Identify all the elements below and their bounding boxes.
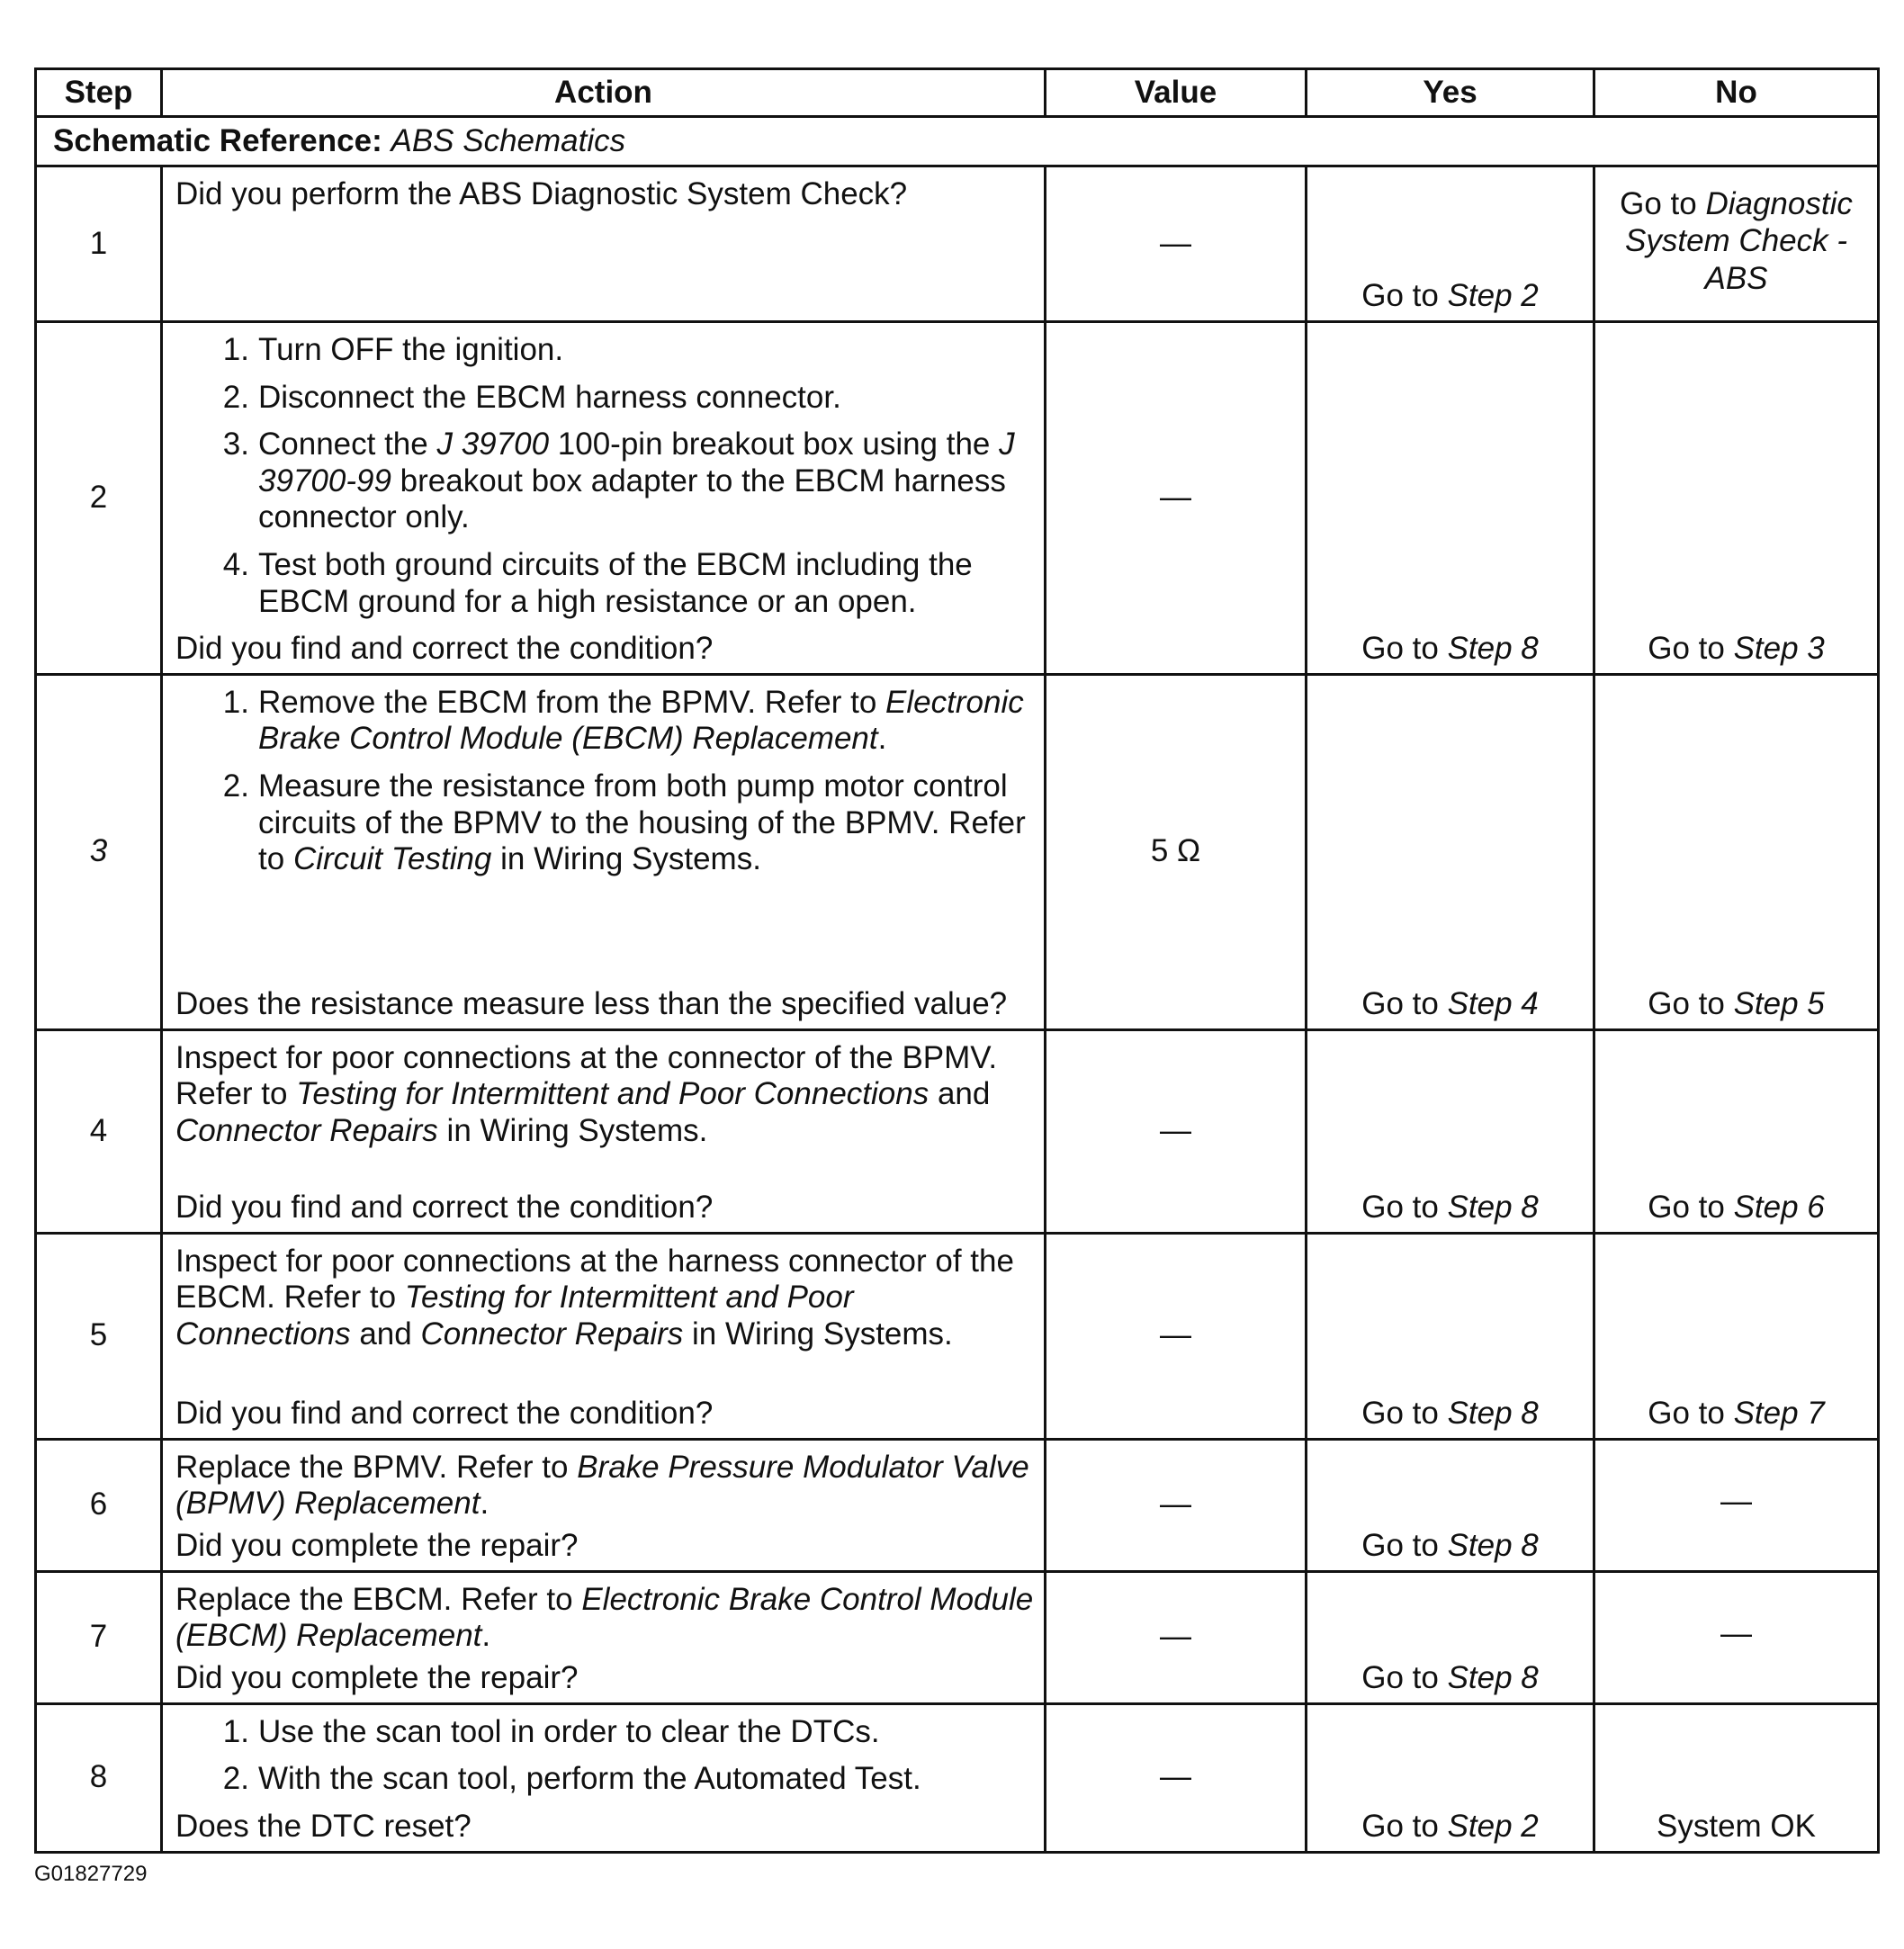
step-number: 2 [36, 322, 162, 675]
text-run: Inspect for poor connections at the connector of the BPMV. Refer to [175, 1039, 998, 1112]
doc-link[interactable]: Connector Repairs [420, 1316, 684, 1352]
yes-prefix: Go to [1361, 1660, 1439, 1696]
text-run: Connect the [258, 427, 428, 463]
value-cell: — [1046, 322, 1307, 675]
text-run: 100-pin breakout box using the [557, 427, 991, 463]
list-item [175, 768, 1035, 878]
no-cell [1594, 322, 1879, 675]
header-step: Step [36, 69, 162, 117]
value-cell: — [1046, 1439, 1307, 1571]
value-cell: — [1046, 1029, 1307, 1233]
yes-link[interactable]: Step 4 [1447, 986, 1539, 1022]
no-link[interactable]: Step 5 [1733, 986, 1825, 1022]
step-number: 6 [36, 1439, 162, 1571]
yes-cell [1307, 1703, 1594, 1852]
text-run: in Wiring Systems. [500, 841, 761, 877]
action-question: Does the DTC reset? [175, 1808, 472, 1844]
yes-cell [1307, 674, 1594, 1029]
table-row [36, 322, 1879, 675]
tool-ref: J 39700 [436, 427, 550, 463]
no-prefix: Go to [1648, 631, 1725, 667]
table-row [36, 1703, 1879, 1852]
item-number: 2. [222, 379, 249, 415]
doc-link[interactable]: Electronic Brake Control Module (EBCM) Replacement [175, 1581, 1034, 1654]
schematic-reference [36, 117, 1879, 166]
no-prefix: Go to [1648, 986, 1725, 1022]
doc-link[interactable]: Testing for Intermittent and Poor Connections [175, 1280, 854, 1352]
step-number: 5 [36, 1233, 162, 1439]
item-text [258, 685, 1035, 758]
yes-link[interactable]: Step 8 [1447, 1190, 1539, 1226]
no-link[interactable]: Diagnostic System Check - ABS [1625, 186, 1853, 296]
tool-ref: J 39700-99 [258, 427, 1015, 498]
item-number: 1. [222, 1713, 249, 1749]
list-item [175, 1761, 1035, 1798]
yes-link[interactable]: Step 8 [1447, 631, 1539, 667]
header-row [36, 69, 1879, 117]
value-cell: — [1046, 1571, 1307, 1703]
action-question: Did you complete the repair? [175, 1528, 579, 1564]
action-text [175, 1244, 1035, 1396]
yes-prefix: Go to [1361, 1396, 1439, 1432]
list-item [175, 332, 1035, 369]
table-row [36, 1029, 1879, 1233]
action-text [175, 1450, 1035, 1528]
action-steps [175, 332, 1035, 631]
action-steps [175, 1714, 1035, 1809]
list-item [175, 685, 1035, 758]
action-text [175, 1040, 1035, 1190]
header-action: Action [162, 69, 1046, 117]
no-prefix: Go to [1648, 1396, 1725, 1432]
no-cell [1594, 166, 1879, 322]
list-item [175, 427, 1035, 536]
header-value: Value [1046, 69, 1307, 117]
doc-link[interactable]: Electronic Brake Control Module (EBCM) Replacement [258, 684, 1024, 757]
table-row [36, 1439, 1879, 1571]
step-number: 3 [36, 674, 162, 1029]
action-cell [162, 1233, 1046, 1439]
yes-link[interactable]: Step 8 [1447, 1396, 1539, 1432]
action-question: Did you find and correct the condition? [175, 1190, 714, 1226]
yes-link[interactable]: Step 8 [1447, 1660, 1539, 1696]
text-run: breakout box adapter to the EBCM harness connector only. [258, 463, 1006, 535]
action-question: Did you find and correct the condition? [175, 631, 714, 667]
action-cell [162, 674, 1046, 1029]
text-run: . [481, 1618, 491, 1654]
action-cell [162, 1439, 1046, 1571]
item-text: Turn OFF the ignition. [258, 332, 564, 367]
action-cell [162, 166, 1046, 322]
item-text [258, 427, 1035, 536]
no-prefix: Go to [1648, 1190, 1725, 1226]
no-prefix: Go to [1620, 186, 1697, 222]
schematic-reference-row [36, 117, 1879, 166]
item-text: Use the scan tool in order to clear the DTCs. [258, 1713, 880, 1749]
step-number: 8 [36, 1703, 162, 1852]
reference-link[interactable]: ABS Schematics [391, 122, 626, 158]
item-text: With the scan tool, perform the Automated Test. [258, 1761, 921, 1797]
list-item [175, 380, 1035, 417]
action-question: Did you complete the repair? [175, 1660, 579, 1696]
no-link[interactable]: Step 3 [1733, 631, 1825, 667]
yes-cell [1307, 1029, 1594, 1233]
action-question: Did you find and correct the condition? [175, 1396, 714, 1432]
no-cell [1594, 1233, 1879, 1439]
doc-link[interactable]: Circuit Testing [292, 841, 492, 877]
text-run: in Wiring Systems. [692, 1316, 953, 1352]
yes-cell [1307, 1439, 1594, 1571]
text-run: Replace the EBCM. Refer to [175, 1581, 573, 1617]
action-cell [162, 1703, 1046, 1852]
table-row [36, 1233, 1879, 1439]
no-cell [1594, 1029, 1879, 1233]
value-cell: — [1046, 1233, 1307, 1439]
yes-prefix: Go to [1361, 1808, 1439, 1844]
doc-link[interactable]: Brake Pressure Modulator Valve (BPMV) Replacement [175, 1449, 1029, 1522]
yes-prefix: Go to [1361, 1190, 1439, 1226]
action-cell [162, 1029, 1046, 1233]
step-number: 1 [36, 166, 162, 322]
doc-link[interactable]: Connector Repairs [175, 1112, 438, 1148]
table-row [36, 166, 1879, 322]
item-number: 3. [222, 427, 249, 463]
yes-cell [1307, 166, 1594, 322]
item-text [258, 768, 1035, 878]
header-yes: Yes [1307, 69, 1594, 117]
table-row [36, 1571, 1879, 1703]
text-run: Remove the EBCM from the BPMV. Refer to [258, 684, 877, 720]
item-number: 2. [222, 768, 249, 804]
text-run: Inspect for poor connections at the harness connector of the EBCM. Refer to [175, 1243, 1014, 1316]
list-item [175, 1714, 1035, 1751]
header-no: No [1594, 69, 1879, 117]
yes-cell [1307, 322, 1594, 675]
item-text: Test both ground circuits of the EBCM including the EBCM ground for a high resistance or an open. [258, 546, 973, 619]
item-number: 1. [222, 332, 249, 367]
no-link[interactable]: Step 6 [1733, 1190, 1825, 1226]
step-number: 7 [36, 1571, 162, 1703]
text-run: Replace the BPMV. Refer to [175, 1449, 569, 1485]
text-run: and [937, 1076, 991, 1112]
diagnostic-table [34, 67, 1880, 1854]
value-cell: — [1046, 166, 1307, 322]
text-run: Measure the resistance from both pump motor control circuits of the BPMV to the housing of the BPMV. Refer to [258, 768, 1026, 877]
no-cell: — [1594, 1571, 1879, 1703]
action-question: Does the resistance measure less than the specified value? [175, 986, 1008, 1022]
text-run: . [480, 1486, 489, 1522]
yes-cell [1307, 1233, 1594, 1439]
item-number: 1. [222, 684, 249, 720]
no-cell: — [1594, 1439, 1879, 1571]
table-row [36, 674, 1879, 1029]
yes-link[interactable]: Step 2 [1447, 278, 1539, 314]
yes-prefix: Go to [1361, 278, 1439, 314]
action-text: Did you perform the ABS Diagnostic System Check? [175, 176, 908, 211]
item-number: 4. [222, 546, 249, 582]
yes-prefix: Go to [1361, 631, 1439, 667]
item-number: 2. [222, 1761, 249, 1797]
action-cell [162, 1571, 1046, 1703]
text-run: and [359, 1316, 412, 1352]
action-text [175, 1582, 1035, 1660]
yes-link[interactable]: Step 8 [1447, 1528, 1539, 1564]
step-number: 4 [36, 1029, 162, 1233]
yes-prefix: Go to [1361, 1528, 1439, 1564]
item-text: Disconnect the EBCM harness connector. [258, 379, 841, 415]
yes-cell [1307, 1571, 1594, 1703]
no-link[interactable]: Step 7 [1733, 1396, 1825, 1432]
value-cell: — [1046, 1703, 1307, 1852]
list-item [175, 547, 1035, 620]
doc-link[interactable]: Testing for Intermittent and Poor Connections [296, 1076, 930, 1112]
yes-link[interactable]: Step 2 [1447, 1808, 1539, 1844]
text-run: . [877, 721, 887, 757]
no-cell [1594, 674, 1879, 1029]
figure-id: G01827729 [34, 1862, 148, 1886]
no-cell: System OK [1594, 1703, 1879, 1852]
reference-label: Schematic Reference: [53, 122, 382, 158]
value-cell: 5 Ω [1046, 674, 1307, 1029]
action-steps [175, 685, 1035, 986]
text-run: in Wiring Systems. [446, 1112, 708, 1148]
yes-prefix: Go to [1361, 986, 1439, 1022]
action-cell [162, 322, 1046, 675]
